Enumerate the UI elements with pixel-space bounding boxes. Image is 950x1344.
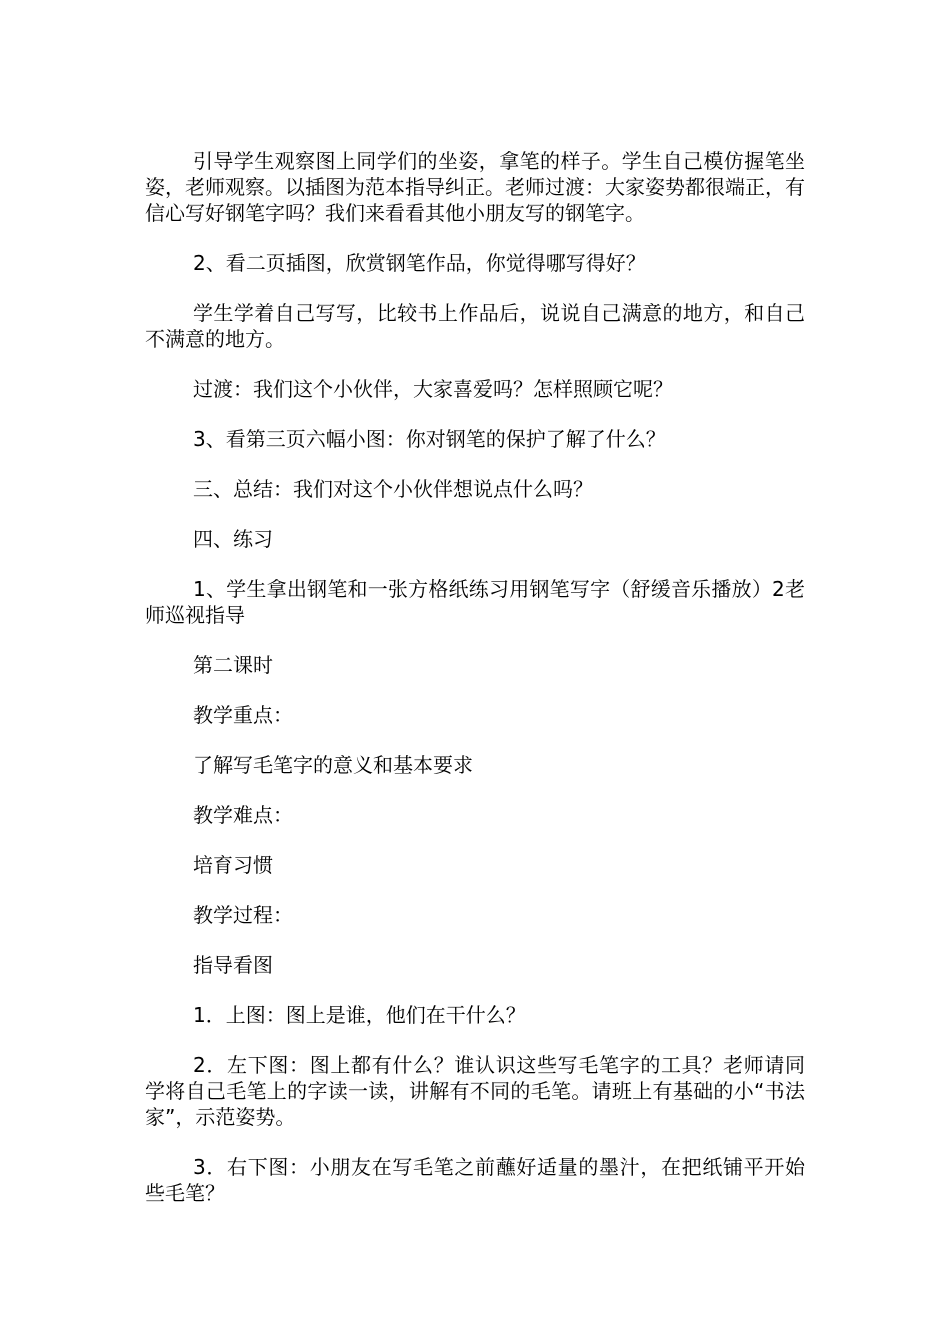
document-body — [145, 148, 805, 1230]
paragraph-9: 第二课时 — [193, 653, 273, 677]
paragraph-16: 1．上图：图上是谁，他们在干什么？ — [193, 1003, 526, 1027]
paragraph-15: 指导看图 — [193, 953, 273, 977]
paragraph-10: 教学重点： — [193, 703, 293, 727]
paragraph-1: 引导学生观察图上同学们的坐姿，拿笔的样子。学生自己模仿握笔坐姿，老师观察。以插图为范本指导纠正。老师过渡：大家姿势都很端正，有信心写好钢笔字吗？我们来看看其他小朋友写的钢笔字。 — [145, 149, 805, 225]
paragraph-17: 2．左下图：图上都有什么？谁认识这些写毛笔字的工具？老师请同学将自己毛笔上的字读一读，讲解有不同的毛笔。请班上有基础的小“书法家”，示范姿势。 — [145, 1053, 805, 1129]
paragraph-18: 3．右下图：小朋友在写毛笔之前蘸好适量的墨汁，在把纸铺平开始些毛笔？ — [145, 1155, 805, 1205]
paragraph-13: 培育习惯 — [193, 853, 273, 877]
paragraph-4: 过渡：我们这个小伙伴，大家喜爱吗？怎样照顾它呢？ — [193, 377, 673, 401]
paragraph-5: 3、看第三页六幅小图：你对钢笔的保护了解了什么？ — [193, 427, 666, 451]
paragraph-7: 四、练习 — [193, 527, 273, 551]
paragraph-11: 了解写毛笔字的意义和基本要求 — [193, 753, 473, 777]
paragraph-14: 教学过程： — [193, 903, 293, 927]
paragraph-3: 学生学着自己写写，比较书上作品后，说说自己满意的地方，和自己不满意的地方。 — [145, 301, 805, 351]
paragraph-8: 1、学生拿出钢笔和一张方格纸练习用钢笔写字（舒缓音乐播放）2老师巡视指导 — [145, 577, 805, 627]
paragraph-12: 教学难点： — [193, 803, 293, 827]
paragraph-6: 三、总结：我们对这个小伙伴想说点什么吗？ — [193, 477, 593, 501]
paragraph-2: 2、看二页插图，欣赏钢笔作品，你觉得哪写得好？ — [193, 251, 646, 275]
